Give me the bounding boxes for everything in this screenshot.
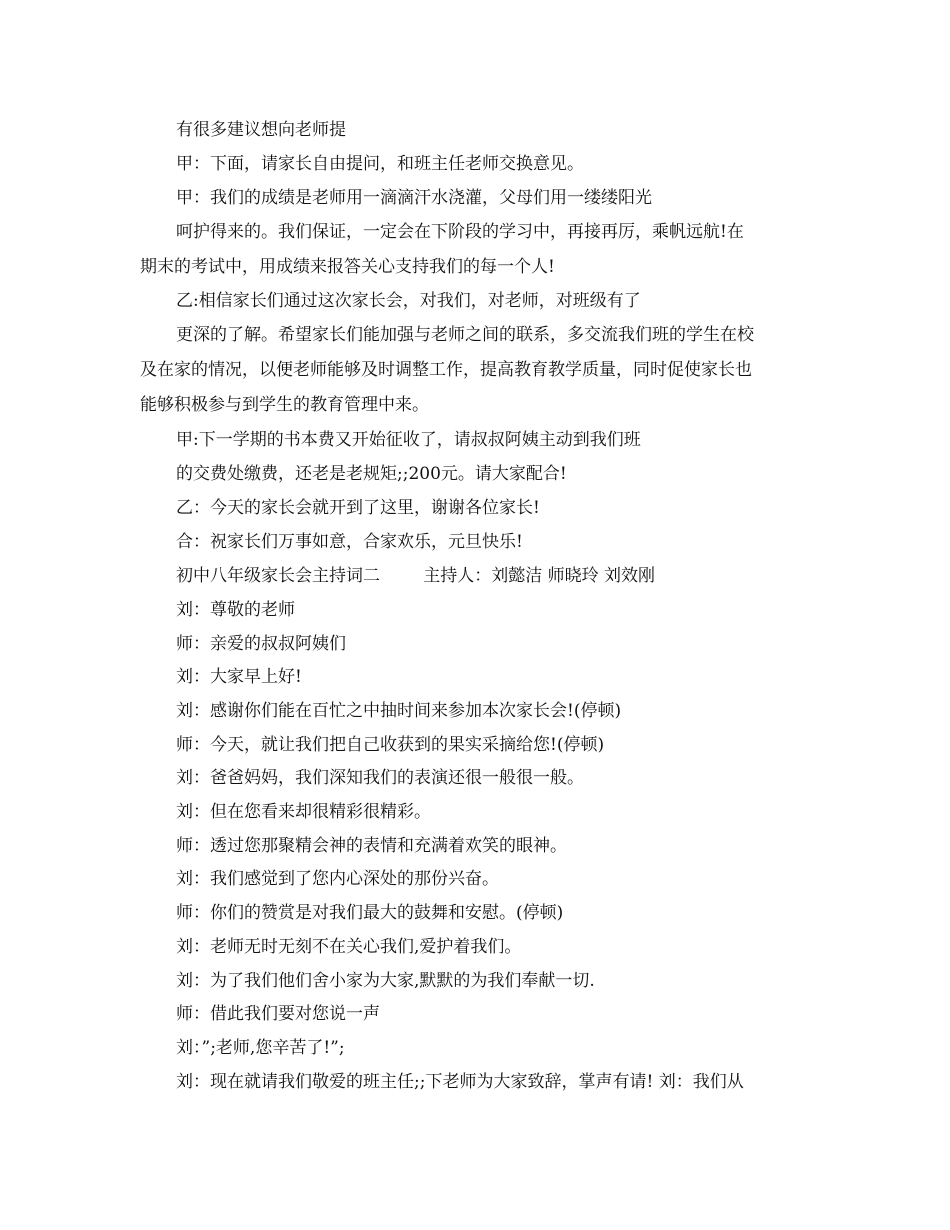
text-line: 期末的考试中，用成绩来报答关心支持我们的每一个人!	[140, 257, 555, 277]
dialogue-line: 刘：大家早上好!	[176, 667, 302, 687]
dialogue-line: 师：透过您那聚精会神的表情和充满着欢笑的眼神。	[176, 836, 567, 856]
section-heading: 初中八年级家长会主持词二 主持人：刘懿洁 师晓玲 刘效刚	[176, 566, 656, 586]
dialogue-line: 师：亲爱的叔叔阿姨们	[176, 634, 346, 654]
text-line: 乙:相信家长们通过这次家长会，对我们，对老师，对班级有了	[176, 291, 641, 311]
text-line: 的交费处缴费，还老是老规矩;;200元。请大家配合!	[176, 464, 567, 484]
text-line: 有很多建议想向老师提	[176, 120, 346, 140]
text-line: 乙：今天的家长会就开到了这里，谢谢各位家长!	[176, 498, 540, 518]
dialogue-line: 刘：”;老师,您辛苦了!”;	[176, 1038, 345, 1058]
dialogue-line: 刘：为了我们他们舍小家为大家,默默的为我们奉献一切.	[176, 971, 595, 991]
dialogue-line: 师：借此我们要对您说一声	[176, 1004, 380, 1024]
dialogue-line: 刘：现在就请我们敬爱的班主任;;下老师为大家致辞，掌声有请! 刘：我们从	[176, 1072, 744, 1092]
text-line: 甲:下一学期的书本费又开始征收了，请叔叔阿姨主动到我们班	[176, 430, 641, 450]
text-line: 甲：下面，请家长自由提问，和班主任老师交换意见。	[176, 154, 584, 174]
text-line: 合：祝家长们万事如意，合家欢乐，元旦快乐!	[176, 532, 523, 552]
text-line: 更深的了解。希望家长们能加强与老师之间的联系，多交流我们班的学生在校	[176, 325, 754, 345]
dialogue-line: 师：你们的赞赏是对我们最大的鼓舞和安慰。(停顿)	[176, 903, 564, 923]
dialogue-line: 刘：爸爸妈妈，我们深知我们的表演还很一般很一般。	[176, 768, 584, 788]
text-line: 能够积极参与到学生的教育管理中来。	[140, 395, 429, 415]
text-line: 呵护得来的。我们保证，一定会在下阶段的学习中，再接再厉，乘帆远航!在	[176, 222, 744, 242]
dialogue-line: 刘：尊敬的老师	[176, 600, 295, 620]
dialogue-line: 师：今天，就让我们把自己收获到的果实采摘给您!(停顿)	[176, 735, 605, 755]
dialogue-line: 刘：但在您看来却很精彩很精彩。	[176, 802, 431, 822]
text-line: 及在家的情况，以便老师能够及时调整工作，提高教育教学质量，同时促使家长也	[140, 360, 752, 380]
dialogue-line: 刘：老师无时无刻不在关心我们,爱护着我们。	[176, 937, 522, 957]
dialogue-line: 刘：我们感觉到了您内心深处的那份兴奋。	[176, 869, 499, 889]
text-line: 甲：我们的成绩是老师用一滴滴汗水浇灌，父母们用一缕缕阳光	[176, 188, 652, 208]
dialogue-line: 刘：感谢你们能在百忙之中抽时间来参加本次家长会!(停顿)	[176, 701, 622, 721]
